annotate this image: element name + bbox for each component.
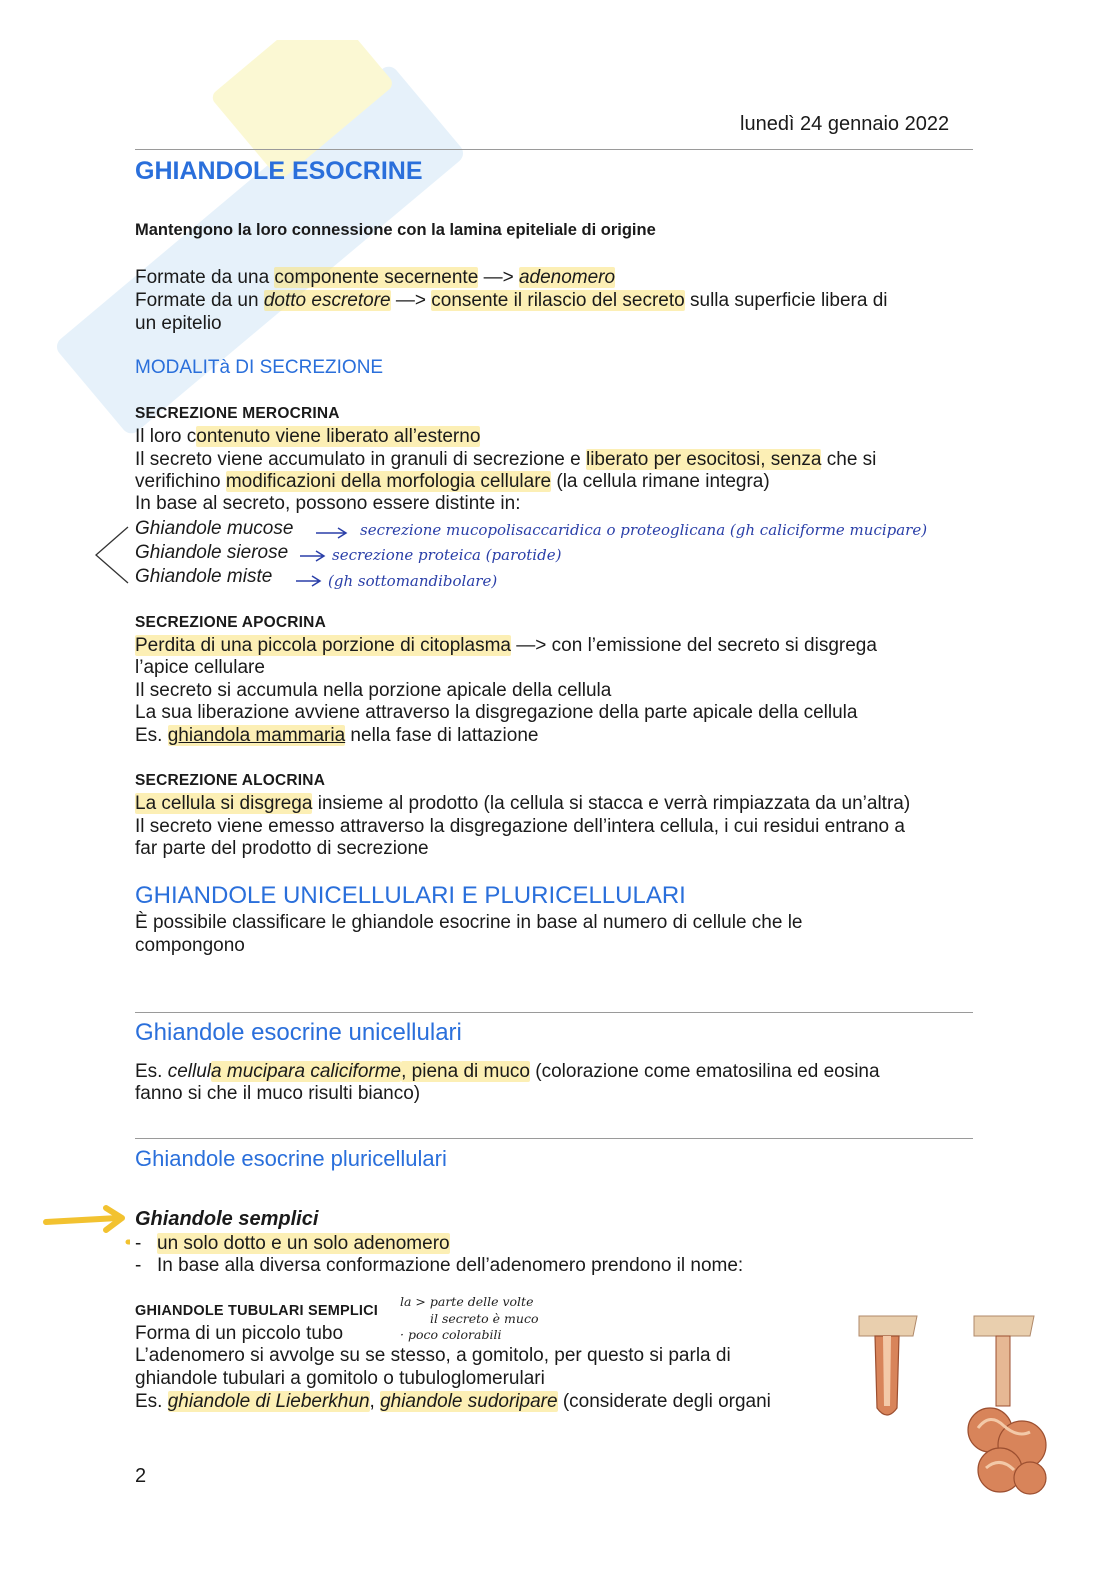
- intro-statement: Mantengono la loro connessione con la lamina epiteliale di origine: [135, 221, 656, 239]
- alocrina-heading: SECREZIONE ALOCRINA: [135, 772, 326, 789]
- apocrina-line-5: Es. ghiandola mammaria nella fase di lattazione: [135, 725, 539, 746]
- handwritten-arrows: [88, 515, 348, 595]
- semplici-bullet-1: - un solo dotto e un solo adenomero: [135, 1233, 450, 1254]
- apocrina-heading: SECREZIONE APOCRINA: [135, 614, 326, 631]
- merocrina-line-4: In base al secreto, possono essere distinte in:: [135, 493, 521, 514]
- tubulari-line-3: ghiandole tubulari a gomitolo o tubuloglomerulari: [135, 1368, 545, 1389]
- alocrina-line-1: La cellula si disgrega insieme al prodotto (la cellula si stacca e verrà rimpiazzata da un’altra): [135, 793, 911, 814]
- header-divider: [135, 149, 973, 150]
- formate-line-1: Formate da una componente secernente —> adenomero: [135, 267, 616, 288]
- tubulari-line-1: Forma di un piccolo tubo: [135, 1323, 344, 1344]
- pluricellulari-heading: Ghiandole esocrine pluricellulari: [135, 1146, 447, 1171]
- type-mucose: Ghiandole mucose: [135, 518, 294, 539]
- uni-pluri-line-2: compongono: [135, 935, 245, 956]
- tubular-gland-illustration: [855, 1310, 925, 1425]
- handnote-sierose: secrezione proteica (parotide): [332, 546, 562, 564]
- type-sierose: Ghiandole sierose: [135, 542, 289, 563]
- merocrina-heading: SECREZIONE MEROCRINA: [135, 405, 340, 422]
- coiled-gland-illustration: [960, 1310, 1055, 1500]
- unicellulari-line-1: Es. cellula mucipara caliciforme, piena di muco (colorazione come ematosilina ed eosina: [135, 1061, 880, 1082]
- page-title: GHIANDOLE ESOCRINE: [135, 157, 423, 185]
- semplici-bullet-2: - In base alla diversa conformazione dell’adenomero prendono il nome:: [135, 1255, 744, 1276]
- section-divider-2: [135, 1138, 973, 1139]
- apocrina-line-2: l’apice cellulare: [135, 657, 265, 678]
- handnote-tubulari-2: il secreto è muco: [430, 1311, 539, 1326]
- uni-pluri-line-1: È possibile classificare le ghiandole esocrine in base al numero di cellule che le: [135, 912, 803, 933]
- uni-pluri-heading: GHIANDOLE UNICELLULARI E PLURICELLULARI: [135, 882, 686, 909]
- tubulari-line-2: L’adenomero si avvolge su se stesso, a gomitolo, per questo si parla di: [135, 1345, 731, 1366]
- marker-arrow-icon: [40, 1204, 130, 1254]
- page-number: 2: [135, 1465, 147, 1487]
- semplici-heading: Ghiandole semplici: [135, 1208, 319, 1230]
- document-date: lunedì 24 gennaio 2022: [740, 113, 950, 135]
- apocrina-line-3: Il secreto si accumula nella porzione apicale della cellula: [135, 680, 612, 701]
- alocrina-line-2: Il secreto viene emesso attraverso la disgregazione dell’intera cellula, i cui residui entrano a: [135, 816, 905, 837]
- merocrina-line-1: Il loro contenuto viene liberato all’esterno: [135, 426, 481, 447]
- handnote-mucose: secrezione mucopolisaccaridica o proteoglicana (gh caliciforme mucipare): [360, 521, 928, 539]
- unicellulari-heading: Ghiandole esocrine unicellulari: [135, 1019, 462, 1046]
- handnote-tubulari-3: · poco colorabili: [400, 1327, 502, 1342]
- modalita-heading: MODALITà DI SECREZIONE: [135, 357, 384, 378]
- apocrina-line-1: Perdita di una piccola porzione di citoplasma —> con l’emissione del secreto si disgrega: [135, 635, 877, 656]
- formate-line-3: un epitelio: [135, 313, 222, 334]
- handnote-tubulari-1: la > parte delle volte: [400, 1294, 534, 1309]
- apocrina-line-4: La sua liberazione avviene attraverso la disgregazione della parte apicale della cellula: [135, 702, 858, 723]
- type-miste: Ghiandole miste: [135, 566, 273, 587]
- handnote-miste: (gh sottomandibolare): [328, 572, 498, 590]
- unicellulari-line-2: fanno si che il muco risulti bianco): [135, 1083, 421, 1104]
- merocrina-line-3: verifichino modificazioni della morfologia cellulare (la cellula rimane integra): [135, 471, 770, 492]
- merocrina-line-2: Il secreto viene accumulato in granuli di secrezione e liberato per esocitosi, senza che si: [135, 449, 877, 470]
- tubulari-line-4: Es. ghiandole di Lieberkhun, ghiandole sudoripare (considerate degli organi: [135, 1391, 771, 1412]
- alocrina-line-3: far parte del prodotto di secrezione: [135, 838, 429, 859]
- tubulari-heading: GHIANDOLE TUBULARI SEMPLICI: [135, 1303, 379, 1319]
- formate-line-2: Formate da un dotto escretore —> consente il rilascio del secreto sulla superficie libera di: [135, 290, 888, 311]
- watermark-logo: [20, 40, 500, 460]
- section-divider-1: [135, 1012, 973, 1013]
